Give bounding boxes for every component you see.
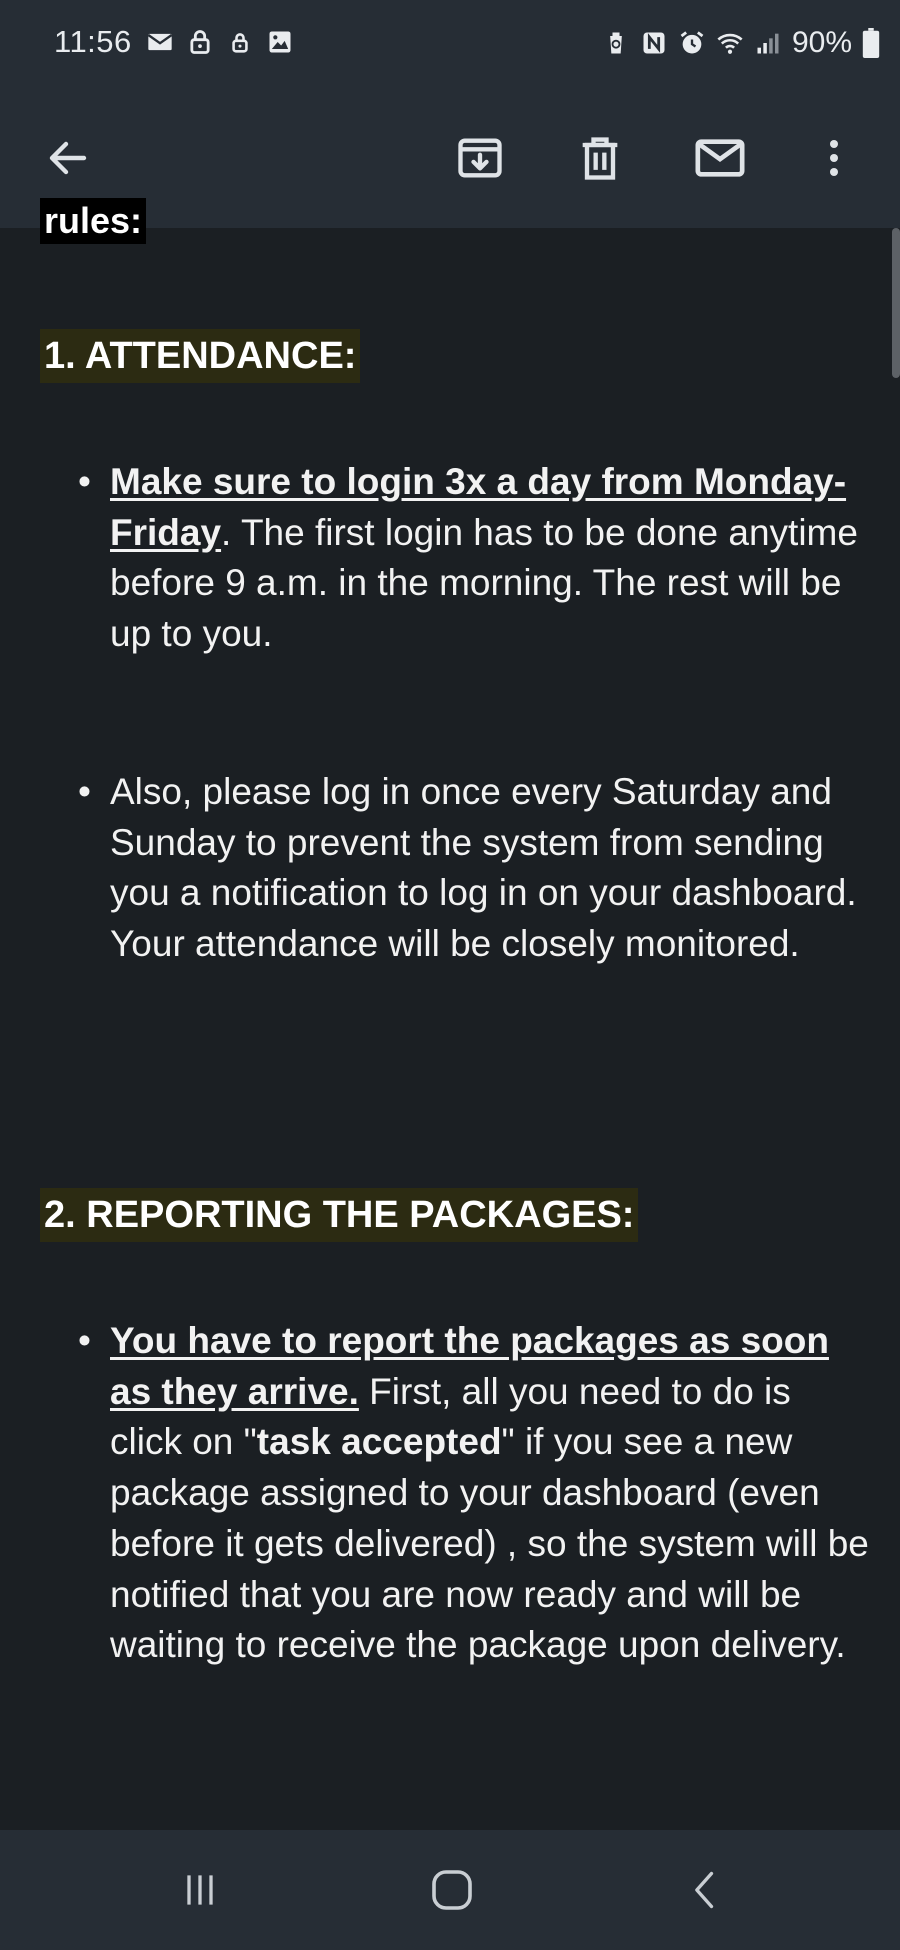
delete-button[interactable] (560, 118, 640, 198)
nav-back-button[interactable] (676, 1860, 736, 1920)
recent-apps-icon (178, 1868, 222, 1912)
scrollbar-thumb[interactable] (892, 228, 900, 378)
section-heading-reporting: 2. REPORTING THE PACKAGES: (40, 1188, 638, 1242)
status-system-icons (602, 26, 880, 60)
bullet-emphasis-text: Make sure to login 3x a day from Monday-Friday (110, 461, 847, 553)
lock-icon (186, 28, 214, 56)
trash-icon (574, 132, 626, 184)
signal-icon (754, 29, 782, 57)
bullet-emphasis-text: You have to report the packages as soon as they arrive. (110, 1320, 829, 1412)
bullet-bold-text: task accepted (256, 1421, 502, 1463)
bullet-body-text: First, all you need to do is click on " (110, 1370, 791, 1463)
back-icon (684, 1868, 728, 1912)
mail-icon (146, 28, 174, 56)
lock-small-icon (226, 28, 254, 56)
mark-unread-button[interactable] (680, 118, 760, 198)
mail-icon (692, 130, 748, 186)
wifi-icon (716, 29, 744, 57)
list-item (78, 457, 870, 660)
email-body[interactable] (0, 200, 900, 1830)
image-icon (266, 28, 294, 56)
battery-icon (862, 28, 880, 58)
bullet-body-text: . The first login has to be done anytime before 9 a.m. in the morning. The rest will be up to you. (110, 511, 858, 655)
system-navigation-bar (0, 1830, 900, 1950)
battery-percent: 90% (791, 26, 852, 59)
archive-icon (454, 132, 506, 184)
bullet-dot: • (78, 771, 91, 812)
archive-button[interactable] (440, 118, 520, 198)
back-button[interactable] (28, 118, 108, 198)
bullet-dot: • (78, 1320, 91, 1361)
nfc-icon (640, 29, 668, 57)
home-icon (428, 1866, 476, 1914)
recent-apps-button[interactable] (170, 1860, 230, 1920)
more-vert-icon (810, 134, 858, 182)
partial-heading: rules: (40, 198, 146, 244)
list-item (78, 767, 870, 970)
status-notification-icons (146, 28, 294, 56)
more-options-button[interactable] (794, 118, 874, 198)
bullet-dot: • (78, 461, 91, 502)
bullet-text (110, 457, 870, 660)
list-item (78, 1316, 870, 1671)
recycle-icon (602, 29, 630, 57)
section-heading-attendance: 1. ATTENDANCE: (40, 329, 360, 383)
status-bar (0, 0, 900, 88)
status-time: 11:56 (54, 24, 132, 59)
alarm-icon (678, 29, 706, 57)
bullet-body-text: " if you see a new package assigned to your dashboard (even before it gets delivered) , so the system will be notified that you are now ready and will be waiting to receive the package upon delivery. (110, 1421, 869, 1666)
home-button[interactable] (422, 1860, 482, 1920)
bullet-body-text: Also, please log in once every Saturday and Sunday to prevent the system from sending you a notification to log in on your dashboard. Your attendance will be closely monitored. (110, 771, 857, 965)
back-arrow-icon (44, 134, 92, 182)
bullet-text (110, 1316, 870, 1671)
